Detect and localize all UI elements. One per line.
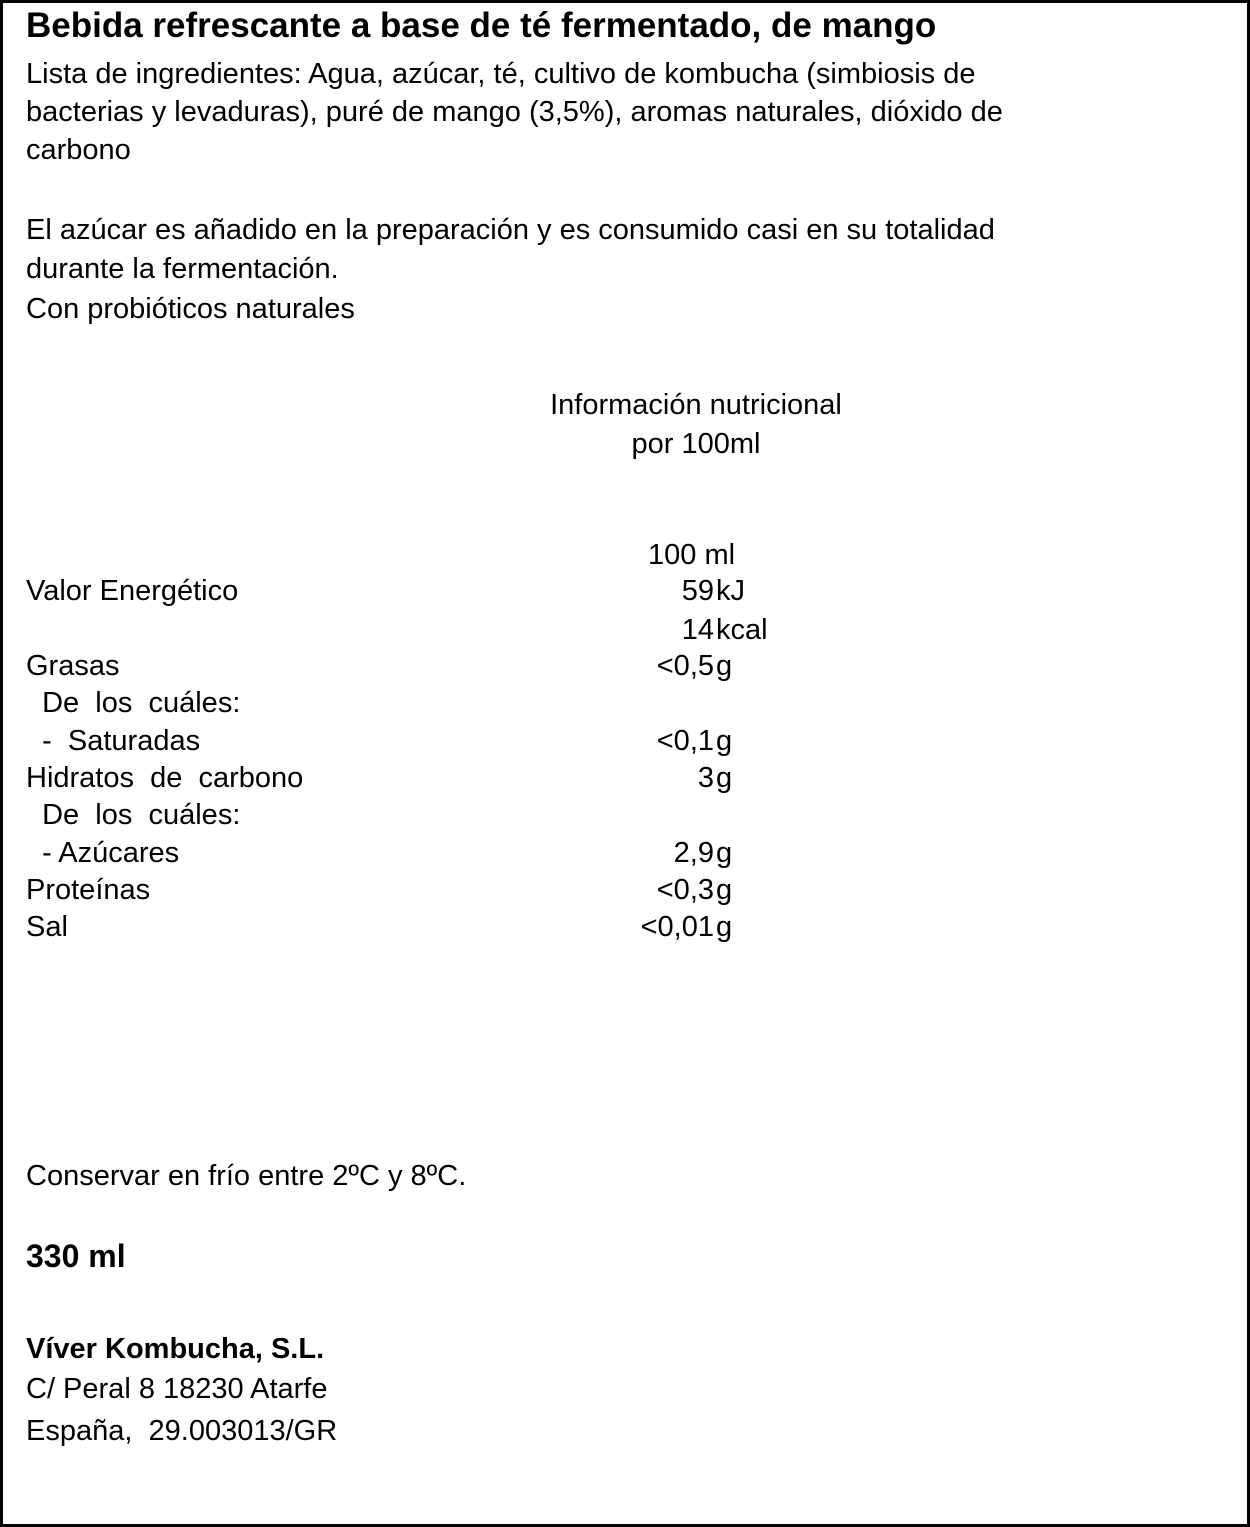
nutrition-label: Hidratos de carbono <box>26 762 304 794</box>
nutrition-value: 59 <box>681 575 714 607</box>
nutrition-label: De los cuáles: <box>26 687 241 719</box>
nutrition-unit: g <box>716 837 733 869</box>
nutrition-value: 3 <box>697 762 714 794</box>
nutrition-value: <0,3 <box>656 874 714 906</box>
nutrition-value: <0,01 <box>640 911 714 943</box>
nutrition-unit: kcal <box>716 614 768 646</box>
nutrition-unit: g <box>716 650 733 682</box>
nutrition-label: - Saturadas <box>26 725 201 757</box>
sugar-note-line-2: durante la fermentación. <box>26 253 339 285</box>
sugar-note-line-1: El azúcar es añadido en la preparación y es consumido casi en su totalidad <box>26 214 995 246</box>
ingredients-line-3: carbono <box>26 134 131 166</box>
ingredients-line-1: Lista de ingredientes: Agua, azúcar, té, cultivo de kombucha (simbiosis de <box>26 58 976 90</box>
nutrition-label: Grasas <box>26 650 120 682</box>
nutrition-value: <0,5 <box>656 650 714 682</box>
ingredients-line-2: bacterias y levaduras), puré de mango (3,5%), aromas naturales, dióxido de <box>26 96 1003 128</box>
nutrition-subtitle: por 100ml <box>631 428 761 460</box>
nutrition-label: Sal <box>26 911 68 943</box>
nutrition-value: <0,1 <box>656 725 714 757</box>
nutrition-unit: kJ <box>716 575 745 607</box>
company-address: C/ Peral 8 18230 Atarfe <box>26 1373 328 1405</box>
company-registration: España, 29.003013/GR <box>26 1415 338 1447</box>
volume-label: 330 ml <box>26 1238 126 1274</box>
nutrition-unit: g <box>716 725 733 757</box>
nutrition-unit: g <box>716 874 733 906</box>
nutrition-title: Información nutricional <box>550 389 842 421</box>
company-name: Víver Kombucha, S.L. <box>26 1333 325 1365</box>
nutrition-column-header: 100 ml <box>648 539 736 571</box>
product-title: Bebida refrescante a base de té fermentado, de mango <box>26 6 937 45</box>
nutrition-value: 2,9 <box>673 837 714 869</box>
nutrition-label: Valor Energético <box>26 575 239 607</box>
nutrition-value: 14 <box>681 614 714 646</box>
probiotics-note: Con probióticos naturales <box>26 293 355 325</box>
nutrition-label: - Azúcares <box>26 837 180 869</box>
storage-note: Conservar en frío entre 2ºC y 8ºC. <box>26 1160 467 1192</box>
nutrition-unit: g <box>716 762 733 794</box>
nutrition-label: Proteínas <box>26 874 151 906</box>
nutrition-label: De los cuáles: <box>26 799 241 831</box>
nutrition-unit: g <box>716 911 733 943</box>
